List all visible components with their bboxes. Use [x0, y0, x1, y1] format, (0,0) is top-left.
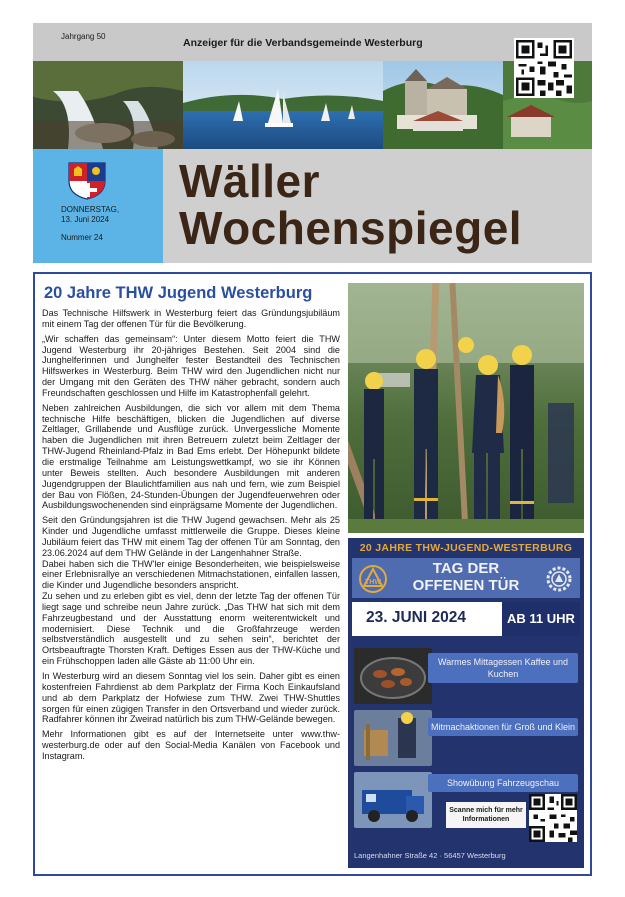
newspaper-title-line2: Wochenspiegel — [179, 202, 523, 254]
article-paragraph: Neben zahlreichen Ausbildungen, die sich vor allem mit dem Thema technische Hilfe beschäftigen, blicken die Jugendlichen auf diverse Zeltlager, Grillabende und Ausflüge zurück. Unvergessliche Momente haben die Jugendlichen mit ihren Betreuern zuletzt beim Zeltlager der THW-Jugend Rheinland-Pfalz in Bad Ems erlebt. Der Höhepunkt bildete die erstmalige Teilnahme am Leistungswettkampf, wo sie ihr Können unter Beweis stellten. Auch besondere Ausbildungen mit anderen Jugendgruppen der Blaulichtfamilien aus nah und fern, wie zum Beispiel der Bau von Flößen, 24-Stunden-Übungen der Jugendfeuerwehren oder Ausbildungswochenenden sind einprägsame Momente der Jugendlichen. — [42, 402, 340, 511]
poster-feature-show: Showübung Fahrzeugschau — [428, 774, 578, 792]
qr-code-icon — [529, 794, 577, 842]
poster-tagline: TAG DER OFFENEN TÜR — [412, 560, 520, 594]
svg-text:THW: THW — [365, 579, 381, 586]
article-body — [42, 308, 340, 766]
issue-number: Nummer 24 — [61, 233, 103, 242]
article-photo-thw-youth — [348, 283, 584, 533]
date-label: 13. Juni 2024 — [61, 215, 110, 224]
article-paragraph: Seit den Gründungsjahren ist die THW Jugend gewachsen. Mehr als 25 Kinder und Jugendliche umfasst mittlerweile die Gruppe. Dieses kleine Jubiläum feiert das THW mit einem Tag der offenen Tür am Sonntag, den 23.06.2024 auf dem THW Gelände in der Langenhahner Straße. — [42, 515, 340, 558]
newspaper-title-line1: Wäller — [179, 155, 321, 207]
masthead — [33, 23, 592, 263]
banner-collage-image — [33, 61, 592, 149]
poster-photo-vehicles — [354, 772, 432, 828]
poster-scan-hint: Scanne mich für mehr Informationen — [446, 802, 526, 828]
weekday-label: DONNERSTAG, — [61, 205, 120, 214]
coat-of-arms-icon — [65, 157, 109, 206]
poster-photo-grill — [354, 648, 432, 704]
masthead-top-bar — [33, 23, 592, 61]
qr-code-masthead[interactable] — [514, 38, 574, 98]
article-paragraph: Das Technische Hilfswerk in Westerburg feiert das Gründungsjubiläum mit einem Tag der offenen Tür für die Bevölkerung. — [42, 308, 340, 329]
qr-code-poster[interactable] — [529, 794, 577, 842]
volume-label: Jahrgang 50 — [61, 32, 106, 41]
article-paragraph: „Wir schaffen das gemeinsam“: Unter diesem Motto feiert die THW Jugend Westerburg ihr 20-jähriges Bestehen. Seit 2004 sind die Junghelferinnen und Junghelfer fester Bestandteil des Technischen Hilfswerkes in Westerburg. Beim THW wird den Jugendlichen nicht nur der Umgang mit den Geräten des THW näher gebracht, sondern auch Freundschaften geschlossen und Hilfe im Katastrophenfall gelehrt. — [42, 333, 340, 398]
event-poster — [348, 538, 584, 868]
poster-time: AB 11 UHR — [502, 602, 580, 636]
thw-youth-photo-image — [348, 283, 584, 533]
thw-gear-logo-icon — [544, 564, 574, 594]
article-headline: 20 Jahre THW Jugend Westerburg — [44, 284, 313, 302]
qr-code-icon — [516, 40, 572, 96]
masthead-subtitle: Anzeiger für die Verbandsgemeinde Westerburg — [183, 37, 423, 49]
poster-heading: 20 JAHRE THW-JUGEND-WESTERBURG — [359, 542, 573, 554]
poster-date-bar — [352, 602, 580, 636]
poster-feature-food: Warmes Mittagessen Kaffee und Kuchen — [428, 653, 578, 683]
poster-date: 23. JUNI 2024 — [366, 609, 466, 626]
article-frame — [33, 272, 592, 876]
article-paragraph: Mehr Informationen gibt es auf der Internetseite unter www.thw-westerburg.de oder auf den Social-Media Kanälen von Facebook und Instagram. — [42, 729, 340, 761]
banner-photo-collage — [33, 61, 592, 149]
poster-address: Langenhahner Straße 42 · 56457 Westerburg — [354, 851, 506, 860]
article-paragraph: In Westerburg wird an diesem Sonntag viel los sein. Daher gibt es einen kostenfreien Fahrdienst ab dem Parkplatz der Firma Koch Einkaufsland und ab dem Parkplatz der Hofwiese zum THW. Zwei THW-Shuttles sorgen für einen zügigen Transfer in den Ortsverband und wieder zurück. Radfahrer können ihr Zweirad natürlich bis zum THW-Gelände bewegen. — [42, 671, 340, 725]
thw-jugend-logo-icon — [358, 564, 388, 594]
article-paragraph: Dabei haben sich die THW'ler einige Besonderheiten, wie beispielsweise einer Erlebnisrallye an verschiedenen Mitmachstationen, einfallen lassen, die Kinder und Jugendliche besonders anspricht. — [42, 558, 340, 591]
poster-photo-activities — [354, 710, 432, 766]
poster-feature-activities: Mitmachaktionen für Groß und Klein — [428, 718, 578, 736]
date-panel — [33, 149, 163, 263]
article-paragraph: Zu sehen und zu erleben gibt es viel, denn der letzte Tag der offenen Tür liegt sage und schreibe neun Jahre zurück. „Das THW hat sich mit dem Fahrzeugbestand und der Ausstattung enorm weiterentwickelt und modernisiert. Diese Technik und die Großfahrzeuge werden selbstverständlich ausgestellt und zu sehen sein“, berichtet der Ortsbeauftragte Thorsten Kraft. Deftiges Essen aus der THW-Küche und ein Frühschoppen laden alle Gäste ab 11:00 Uhr ein. — [42, 591, 340, 667]
publication-date — [61, 205, 119, 225]
